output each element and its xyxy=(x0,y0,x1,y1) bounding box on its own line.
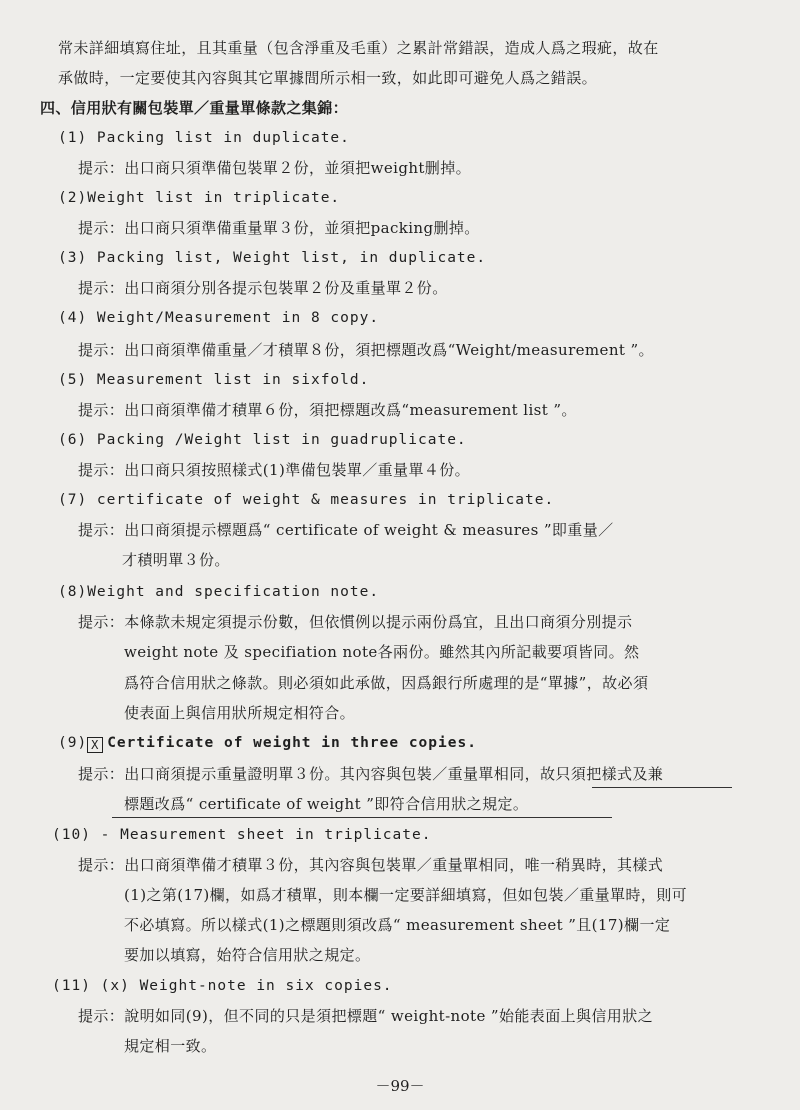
checkbox-x-mark: X xyxy=(87,737,103,753)
hint-2: 提示：出口商只須準備重量單３份，並須把packing删掉。 xyxy=(78,219,480,237)
hint-5: 提示：出口商須準備才積單６份，須把標題改爲“measurement list ”。 xyxy=(78,401,577,419)
clause-9 xyxy=(58,733,477,753)
hint-9-line-1: 提示：出口商須提示重量證明單３份。其內容與包裝／重量單相同，故只須把樣式及兼 xyxy=(78,765,664,783)
clause-3: (3) Packing list, Weight list, in duplicate. xyxy=(58,250,487,266)
clause-7: (7) certificate of weight & measures in triplicate. xyxy=(58,492,555,508)
clause-5: (5) Measurement list in sixfold. xyxy=(58,372,370,388)
intro-line-2: 承做時，一定要使其內容與其它單據間所示相一致，如此即可避免人爲之錯誤。 xyxy=(58,69,598,87)
page-number: －99－ xyxy=(375,1077,425,1095)
hint-8-line-1: 提示：本條款未規定須提示份數，但依慣例以提示兩份爲宜，且出口商須分別提示 xyxy=(78,613,633,631)
clause-1: (1) Packing list in duplicate. xyxy=(58,130,350,146)
intro-line-1: 常未詳細填寫住址，且其重量（包含淨重及毛重）之累計常錯誤，造成人爲之瑕疵，故在 xyxy=(58,39,659,57)
clause-4: (4) Weight/Measurement in 8 copy. xyxy=(58,310,380,326)
hint-11-line-2: 規定相一致。 xyxy=(124,1037,217,1055)
clause-6: (6) Packing /Weight list in guadruplicate. xyxy=(58,432,467,448)
hint-7-line-1: 提示：出口商須提示標題爲“ certificate of weight & measures ”即重量／ xyxy=(78,521,614,539)
hint-6: 提示：出口商只須按照樣式(1)準備包裝單／重量單４份。 xyxy=(78,461,471,479)
hint-10-line-4: 要加以填寫，始符合信用狀之規定。 xyxy=(124,946,371,964)
hint-8-line-4: 使表面上與信用狀所規定相符合。 xyxy=(124,704,356,722)
clause-10: (10) - Measurement sheet in triplicate. xyxy=(52,827,432,843)
hint-1: 提示：出口商只須準備包裝單２份，並須把weight删掉。 xyxy=(78,159,472,177)
hint-10-line-3: 不必填寫。所以樣式(1)之標題則須改爲“ measurement sheet ”且(17)欄一定 xyxy=(124,916,671,934)
hint-3: 提示：出口商須分別各提示包裝單２份及重量單２份。 xyxy=(78,279,448,297)
hint-8-line-2: weight note 及 specifiation note各兩份。雖然其內所記載要項皆同。然 xyxy=(124,643,640,661)
hint-11-line-1: 提示：說明如同(9)，但不同的只是須把標題“ weight-note ”始能表面上與信用狀之 xyxy=(78,1007,653,1025)
clause-9-text: Certificate of weight in three copies. xyxy=(107,735,477,751)
clause-11: (11) (x) Weight-note in six copies. xyxy=(52,978,393,994)
clause-9-number: (9) xyxy=(58,735,88,751)
section-heading: 四、信用狀有關包裝單／重量單條款之集錦： xyxy=(40,99,349,117)
hint-10-line-2: (1)之第(17)欄，如爲才積單，則本欄一定要詳細填寫，但如包裝／重量單時，則可 xyxy=(124,886,688,904)
hint-4: 提示：出口商須準備重量／才積單８份，須把標題改爲“Weight/measurement ”。 xyxy=(78,341,654,359)
clause-8: (8)Weight and specification note. xyxy=(58,584,380,600)
hint-9-line-2: 標題改爲“ certificate of weight ”即符合信用狀之規定。 xyxy=(124,795,529,813)
handwritten-underline-2 xyxy=(112,817,612,818)
hint-8-line-3: 爲符合信用狀之條款。則必須如此承做，因爲銀行所處理的是“單據”，故必須 xyxy=(124,674,649,692)
handwritten-underline-1 xyxy=(592,787,732,788)
hint-7-line-2: 才積明單３份。 xyxy=(122,551,230,569)
clause-2: (2)Weight list in triplicate. xyxy=(58,190,341,206)
hint-10-line-1: 提示：出口商須準備才積單３份，其內容與包裝單／重量單相同，唯一稍異時，其樣式 xyxy=(78,856,664,874)
